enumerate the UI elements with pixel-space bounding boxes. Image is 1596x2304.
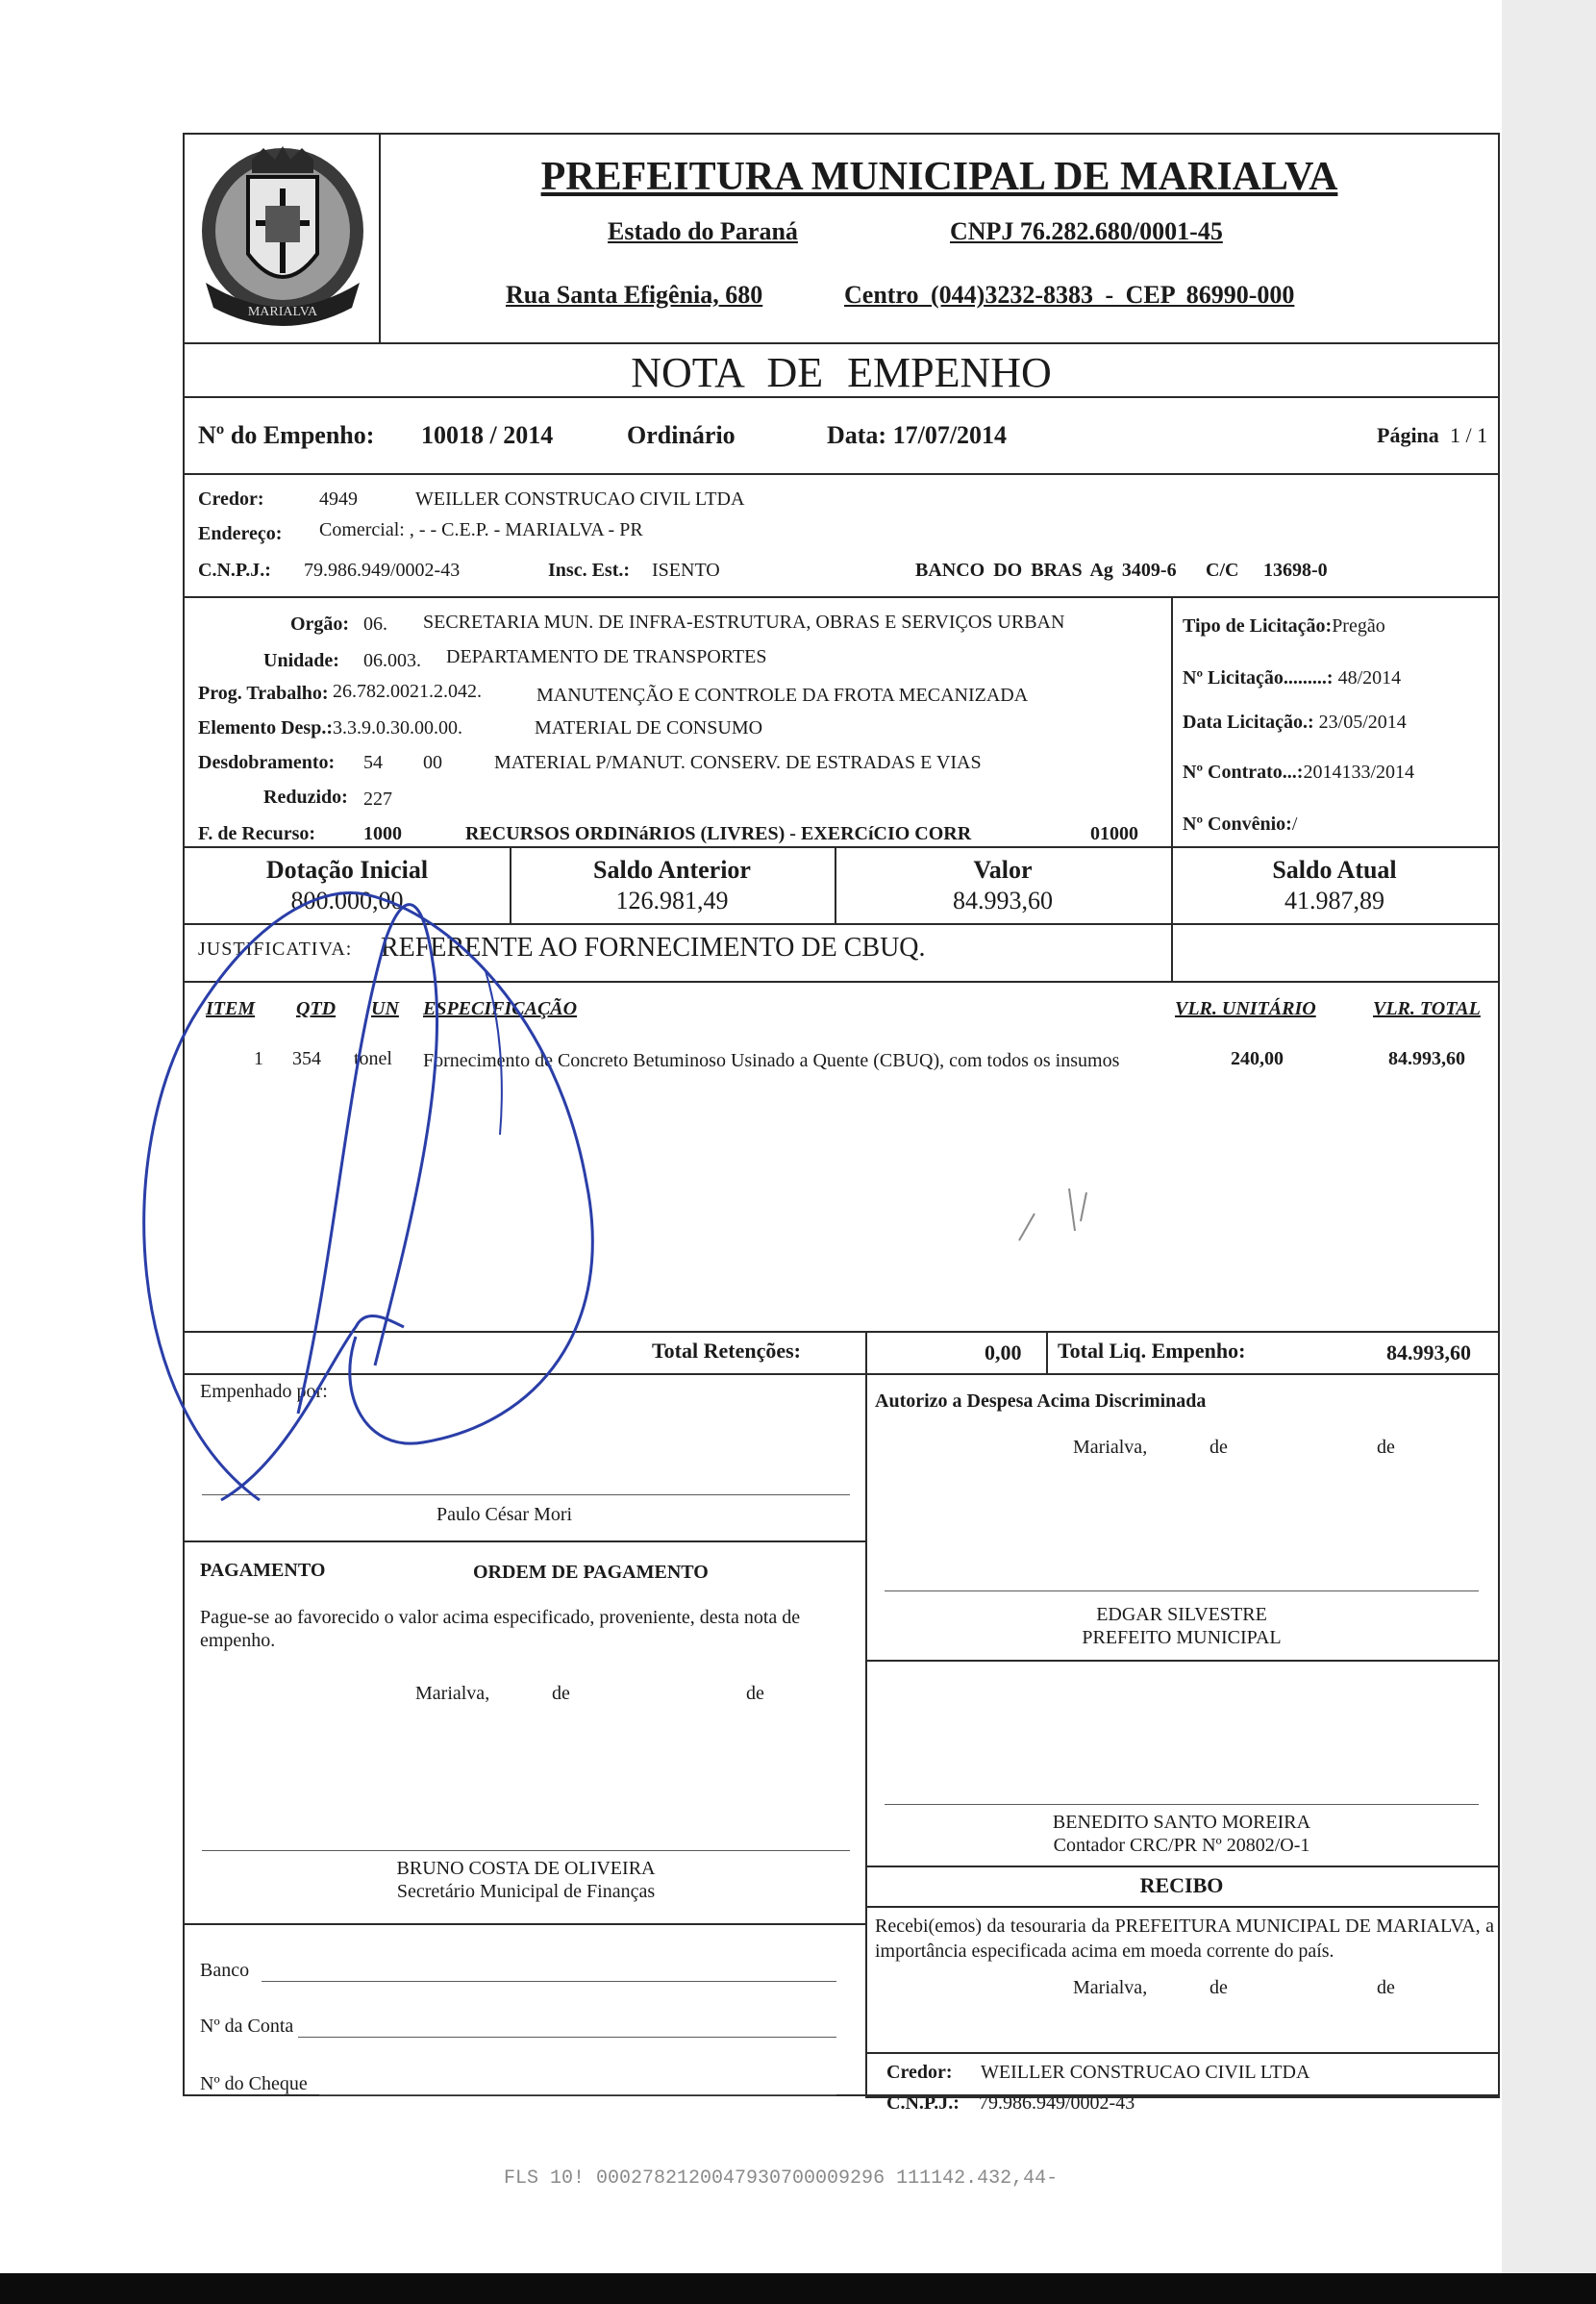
pagamento-text: Pague-se ao favorecido o valor acima especificado, proveniente, desta nota de empenho. [200,1607,801,1651]
orgao-code: 06. [363,614,387,635]
saldo-atual-value: 41.987,89 [1284,887,1384,914]
autorizo-place: Marialva, [1073,1437,1148,1458]
empenhado-name: Paulo César Mori [436,1504,573,1525]
conta-label: Nº da Conta [200,2016,294,2037]
cnpj-label: CNPJ 76.282.680/0001-45 [950,217,1223,245]
recibo-cnpj-label: C.N.P.J.: [886,2092,960,2114]
num-licitacao-value: 48/2014 [1337,667,1402,689]
page-number: 1 / 1 [1450,423,1488,447]
empenho-number-label: Nº do Empenho: [198,421,375,449]
insc-value: ISENTO [652,560,720,581]
credor-cnpj-label: C.N.P.J.: [198,560,271,581]
recibo-text: Recebi(emos) da tesouraria da PREFEITURA MUNICIPAL DE MARIALVA, a importância especificada acima em moeda corrente do país. [875,1916,1494,1962]
valor-value: 84.993,60 [953,887,1053,914]
data-licitacao-value: 23/05/2014 [1318,712,1407,733]
reduzido-label: Reduzido: [263,787,348,808]
page-label: Página [1377,423,1439,447]
dotacao-value: 800.000,00 [290,887,404,914]
recibo-de2: de [1377,1977,1395,1998]
recibo-cnpj: 79.986.949/0002-43 [979,2092,1135,2114]
empenho-type: Ordinário [627,421,736,449]
elemento-code: 3.3.9.0.30.00.00. [333,717,462,739]
ordem-pagamento-title: ORDEM DE PAGAMENTO [473,1562,709,1583]
recurso-code: 1000 [363,823,402,844]
item-qtd: 354 [292,1048,321,1069]
data-licitacao-label: Data Licitação.: [1183,712,1314,733]
recibo-title: RECIBO [1139,1873,1224,1897]
liquido-label: Total Liq. Empenho: [1058,1339,1246,1363]
item-un: tonel [354,1048,392,1069]
contrato-value: 2014133/2014 [1303,762,1415,783]
cheque-label: Nº do Cheque [200,2073,308,2094]
orgao-label: Orgão: [290,614,350,635]
desdobramento-name: MATERIAL P/MANUT. CONSERV. DE ESTRADAS E VIAS [494,752,982,773]
bank-info: BANCO DO BRAS Ag 3409-6 [915,560,1177,581]
banco-label: Banco [200,1960,250,1981]
orgao-name: SECRETARIA MUN. DE INFRA-ESTRUTURA, OBRAS E SERVIÇOS URBAN [423,612,1065,633]
prog-label: Prog. Trabalho: [198,683,329,704]
recibo-credor-label: Credor: [886,2062,953,2083]
stamp-footer: FLS 10! 0002782120047930700009296 111142.432,44- [504,2167,1059,2190]
saldo-anterior-label: Saldo Anterior [593,856,751,884]
account-label: C/C [1206,560,1239,581]
contador-role: Contador CRC/PR Nº 20802/O-1 [1053,1835,1310,1856]
dotacao-label: Dotação Inicial [265,856,429,884]
col-vlr-unitario: VLR. UNITÁRIO [1175,998,1316,1019]
pagamento-label: PAGAMENTO [200,1560,326,1581]
desdobramento-code: 54 [363,752,383,773]
col-vlr-total: VLR. TOTAL [1373,998,1481,1019]
tipo-licitacao-label: Tipo de Licitação: [1183,615,1333,637]
saldo-anterior-value: 126.981,49 [615,887,729,914]
retencoes-label: Total Retenções: [652,1339,801,1363]
recurso-label: F. de Recurso: [198,823,316,844]
desdobramento-label: Desdobramento: [198,752,336,773]
autorizo-role: PREFEITO MUNICIPAL [1082,1627,1282,1648]
credor-name: WEILLER CONSTRUCAO CIVIL LTDA [415,488,745,510]
contador-name: BENEDITO SANTO MOREIRA [1052,1812,1311,1833]
contrato-label: Nº Contrato...: [1183,762,1304,783]
empenho-number: 10018 / 2014 [421,421,554,449]
item-number: 1 [254,1048,263,1069]
recurso-name: RECURSOS ORDINáRIOS (LIVRES) - EXERCíCIO CORR [465,823,972,844]
insc-label: Insc. Est.: [548,560,631,581]
saldo-atual-label: Saldo Atual [1272,856,1397,884]
state-label: Estado do Paraná [608,217,798,245]
recibo-credor-name: WEILLER CONSTRUCAO CIVIL LTDA [981,2062,1310,2083]
empenho-date: Data: 17/07/2014 [827,421,1008,449]
financas-role: Secretário Municipal de Finanças [396,1881,656,1902]
desdobramento-sub: 00 [423,752,442,773]
reduzido-value: 227 [363,789,392,810]
tipo-licitacao-value: Pregão [1332,615,1385,637]
contact-label: Centro (044)3232-8383 - CEP 86990-000 [844,281,1295,309]
recurso-sub: 01000 [1090,823,1138,844]
prog-code: 26.782.0021.2.042. [333,681,482,702]
autorizo-de1: de [1209,1437,1228,1458]
page-title: PREFEITURA MUNICIPAL DE MARIALVA [540,155,1338,199]
autorizo-signer: EDGAR SILVESTRE [1096,1604,1267,1625]
item-unit-price: 240,00 [1231,1048,1284,1069]
prog-name: MANUTENÇÃO E CONTROLE DA FROTA MECANIZADA [536,685,1029,706]
col-item: ITEM [206,998,256,1019]
item-description: Fornecimento de Concreto Betuminoso Usinado a Quente (CBUQ), com todos os insumos [423,1050,1120,1071]
valor-label: Valor [973,856,1033,884]
street-label: Rua Santa Efigênia, 680 [506,281,763,309]
convenio-label: Nº Convênio: [1183,814,1292,835]
financas-signer: BRUNO COSTA DE OLIVEIRA [396,1858,656,1879]
liquido-value: 84.993,60 [1386,1340,1471,1365]
empenhado-label: Empenhado por: [200,1381,328,1402]
account-value: 13698-0 [1263,560,1328,581]
autorizo-title: Autorizo a Despesa Acima Discriminada [875,1390,1207,1412]
credor-label: Credor: [198,488,264,510]
unidade-code: 06.003. [363,650,421,671]
elemento-label: Elemento Desp.: [198,717,333,739]
col-un: UN [371,998,399,1019]
address-label: Endereço: [198,523,283,544]
pagamento-de1: de [552,1683,570,1704]
unidade-label: Unidade: [263,650,339,671]
svg-text:MARIALVA: MARIALVA [247,305,318,319]
autorizo-de2: de [1377,1437,1395,1458]
col-especificacao: ESPECIFICAÇÃO [423,998,578,1019]
credor-cnpj: 79.986.949/0002-43 [304,560,461,581]
item-total: 84.993,60 [1388,1048,1465,1069]
recibo-place: Marialva, [1073,1977,1148,1998]
document-title: NOTA DE EMPENHO [631,349,1052,396]
elemento-name: MATERIAL DE CONSUMO [535,717,763,739]
pagamento-de2: de [746,1683,764,1704]
pagamento-place: Marialva, [415,1683,490,1704]
recibo-de1: de [1209,1977,1228,1998]
retencoes-value: 0,00 [985,1340,1022,1365]
justificativa-label: JUSTIFICATIVA: [198,939,353,960]
justificativa-text: REFERENTE AO FORNECIMENTO DE CBUQ. [381,933,926,963]
col-qtd: QTD [296,998,337,1019]
num-licitacao-label: Nº Licitação.........: [1183,667,1334,689]
address-value: Comercial: , - - C.E.P. - MARIALVA - PR [319,519,643,540]
unidade-name: DEPARTAMENTO DE TRANSPORTES [446,646,767,667]
convenio-value: / [1291,814,1298,835]
credor-code: 4949 [319,488,358,510]
